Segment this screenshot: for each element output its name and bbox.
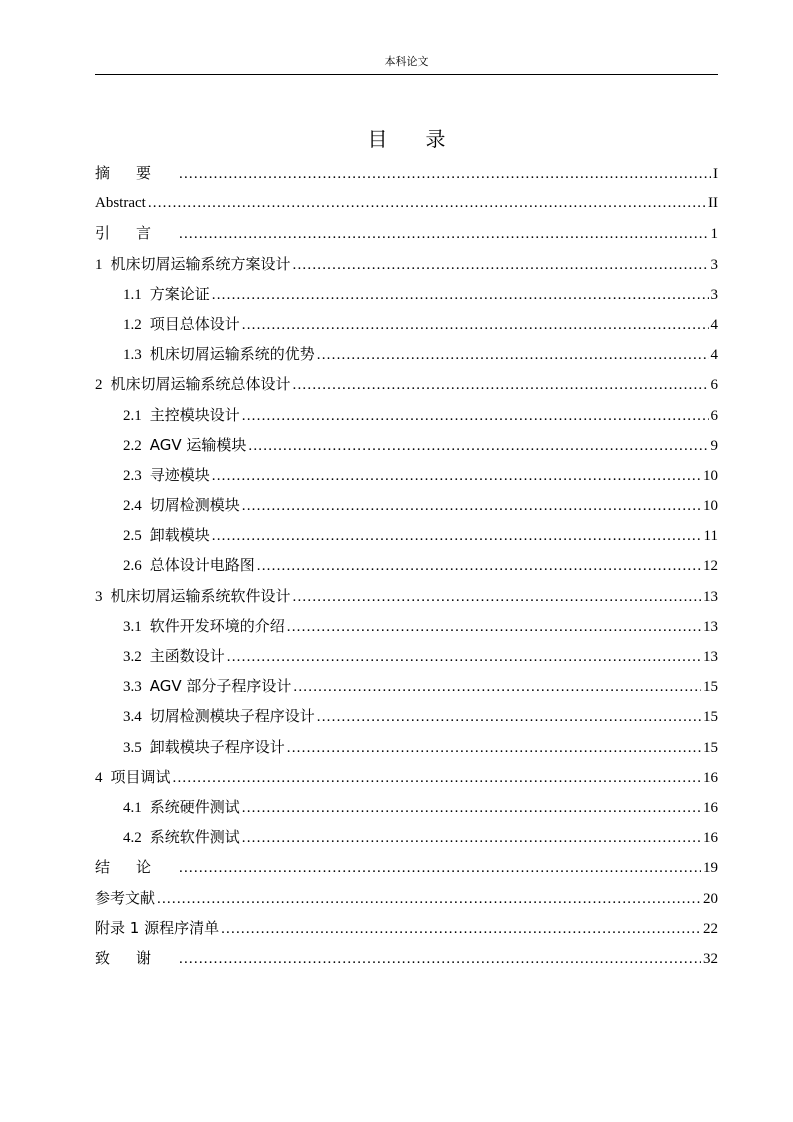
toc-entry-label [123,701,315,732]
toc-entry[interactable] [95,218,718,248]
table-of-contents [95,158,718,973]
toc-entry-label [95,762,171,793]
toc-entry-label [123,309,240,340]
toc-leader-dots [257,551,701,581]
toc-entry-number: 3.5 [123,739,142,756]
toc-entry-label [123,822,240,853]
toc-entry[interactable] [95,369,718,399]
toc-entry-page: 13 [703,588,718,605]
toc-entry-text: 项目调试 [110,767,171,786]
toc-leader-dots [317,702,701,732]
toc-entry-label [95,249,291,280]
toc-entry-number: 4.1 [123,799,142,816]
toc-entry-number: 4.2 [123,830,142,847]
toc-leader-dots [287,612,701,642]
toc-entry-label [95,852,177,882]
toc-entry[interactable] [95,309,718,339]
toc-leader-dots [293,582,701,612]
toc-entry-text: 方案论证 [149,284,210,303]
toc-leader-dots [148,188,706,218]
toc-entry-label [123,400,240,431]
toc-entry-text: 项目总体设计 [149,314,240,333]
toc-entry[interactable] [95,611,718,641]
toc-entry[interactable] [95,671,718,701]
toc-leader-dots [317,340,709,370]
toc-entry[interactable] [95,490,718,520]
toc-leader-dots [242,401,709,431]
toc-entry-page: 15 [703,739,718,756]
toc-entry-page: I [713,166,718,182]
toc-entry-number: 2 [95,377,103,394]
toc-entry-text: 卸载模块子程序设计 [149,737,285,756]
toc-entry-number: 2.6 [123,558,142,575]
toc-entry-page: 1 [710,226,718,243]
toc-entry-text: 摘要 [95,164,178,182]
page-header [95,54,718,75]
toc-entry-text: 系统软件测试 [149,828,240,847]
toc-entry-page: 15 [703,679,718,696]
toc-entry-number: 2.1 [123,407,142,424]
toc-leader-dots [287,733,701,763]
toc-entry-page: 12 [703,558,718,575]
toc-entry-text: 引言 [95,224,178,243]
toc-leader-dots [157,884,701,914]
toc-entry[interactable] [95,339,718,369]
toc-entry-text: 机床切屑运输系统总体设计 [110,375,291,394]
toc-entry-page: 15 [703,709,718,726]
toc-entry-text: 寻迹模块 [149,465,210,484]
toc-entry-page: 16 [703,799,718,816]
toc-entry-number: 1.1 [123,286,142,303]
toc-entry[interactable] [95,188,718,218]
toc-entry-text: 参考文献 [95,888,156,907]
toc-entry-page: 6 [710,377,718,394]
toc-entry-label [95,369,291,400]
toc-entry-number: 3.2 [123,649,142,665]
toc-entry-page: 13 [703,618,718,635]
toc-entry[interactable] [95,883,718,913]
toc-entry-text: 切屑检测模块 [149,496,240,515]
toc-entry[interactable] [95,792,718,822]
toc-entry-number: 3.3 [123,679,142,696]
toc-entry-label [123,732,285,763]
toc-leader-dots [212,521,702,551]
toc-entry-number: 2.3 [123,467,142,484]
toc-entry-number: 3 [95,588,103,605]
toc-entry-number: 1.2 [123,316,142,333]
toc-entry-page: 3 [710,256,718,273]
toc-entry-text: AGV 部分子程序设计 [149,677,292,696]
toc-entry-label [95,883,155,913]
toc-entry-text: 机床切屑运输系统的优势 [149,345,315,364]
toc-entry-page: 32 [703,950,718,967]
toc-entry-text: 机床切屑运输系统软件设计 [110,586,291,605]
toc-entry-label [123,339,315,370]
toc-entry[interactable] [95,701,718,731]
toc-entry-label [95,943,177,973]
toc-entry-text: AGV 运输模块 [149,435,247,454]
toc-entry[interactable] [95,852,718,882]
toc-entry-number: 1.3 [123,347,142,364]
toc-entry-page: 4 [710,316,718,333]
toc-entry-page: 10 [703,467,718,484]
toc-leader-dots [293,672,701,702]
toc-entry-number: 3.4 [123,709,142,726]
toc-leader-dots [179,853,701,883]
toc-entry-number: 2.2 [123,437,142,454]
toc-entry-number: 1 [95,256,103,273]
toc-entry[interactable] [95,581,718,611]
toc-entry[interactable] [95,400,718,430]
toc-entry-page: 19 [703,860,718,877]
toc-entry[interactable] [95,158,718,188]
toc-entry-page: 16 [703,769,718,786]
toc-leader-dots [179,219,708,249]
toc-entry[interactable] [95,943,718,973]
toc-entry-label [123,460,210,491]
toc-leader-dots [248,431,708,461]
toc-entry-page: 4 [710,347,718,364]
toc-entry[interactable] [95,822,718,852]
toc-entry-text: 软件开发环境的介绍 [149,616,285,635]
toc-entry[interactable] [95,249,718,279]
toc-entry-text: 机床切屑运输系统方案设计 [110,254,291,273]
toc-leader-dots [212,461,701,491]
toc-entry-text: 附录 1 源程序清单 [95,918,220,937]
toc-entry-label [123,430,246,461]
toc-leader-dots [173,763,701,793]
toc-leader-dots [293,250,709,280]
toc-entry-label [123,792,240,823]
toc-entry-number: 2.4 [123,498,142,515]
toc-entry-number: 4 [95,769,103,786]
toc-entry[interactable] [95,762,718,792]
toc-leader-dots [242,823,701,853]
toc-entry[interactable] [95,520,718,550]
toc-leader-dots [242,793,701,823]
toc-leader-dots [212,280,709,310]
toc-entry-label [123,550,255,581]
toc-entry-page: 6 [710,407,718,424]
toc-entry-text: 总体设计电路图 [149,556,255,575]
toc-entry-page: II [708,195,718,212]
toc-entry-label [123,611,285,642]
toc-entry-text: 卸载模块 [149,526,210,545]
toc-entry-text: 主函数设计 [149,647,225,665]
toc-leader-dots [179,159,711,189]
toc-entry-label [95,218,177,248]
toc-leader-dots [242,491,701,521]
toc-entry[interactable] [95,279,718,309]
toc-entry-text: 系统硬件测试 [149,797,240,816]
toc-entry-text: 主控模块设计 [149,405,240,424]
toc-entry-page: 9 [710,437,718,454]
running-title: 本科论文 [384,55,429,68]
toc-title: 目录 [367,127,484,151]
toc-entry-label [123,490,240,521]
toc-entry-page: 11 [703,528,718,545]
toc-entry-text: Abstract [95,195,146,212]
toc-entry-label [95,188,146,218]
toc-leader-dots [242,310,709,340]
toc-entry-number: 3.1 [123,618,142,635]
toc-entry-page: 20 [703,890,718,907]
toc-entry[interactable] [95,550,718,580]
toc-entry-label [123,520,210,551]
toc-leader-dots [293,370,709,400]
toc-entry[interactable] [95,641,718,671]
toc-entry-page: 13 [703,649,718,665]
toc-entry-text: 切屑检测模块子程序设计 [149,707,315,726]
toc-entry-label [95,581,291,612]
toc-entry-label [95,913,219,943]
toc-leader-dots [221,914,701,944]
toc-leader-dots [227,642,701,672]
toc-entry[interactable] [95,460,718,490]
toc-entry[interactable] [95,913,718,943]
toc-entry-text: 致谢 [95,948,178,967]
toc-leader-dots [179,944,701,974]
toc-entry-page: 16 [703,830,718,847]
toc-entry-label [123,279,210,310]
toc-entry[interactable] [95,732,718,762]
toc-entry-page: 22 [703,920,718,937]
toc-entry-label [123,671,291,702]
toc-entry-label [123,641,225,672]
toc-entry-text: 结论 [95,858,178,877]
toc-entry-label [95,158,177,188]
toc-entry-number: 2.5 [123,528,142,545]
toc-entry-page: 10 [703,498,718,515]
toc-entry[interactable] [95,430,718,460]
toc-entry-page: 3 [710,286,718,303]
